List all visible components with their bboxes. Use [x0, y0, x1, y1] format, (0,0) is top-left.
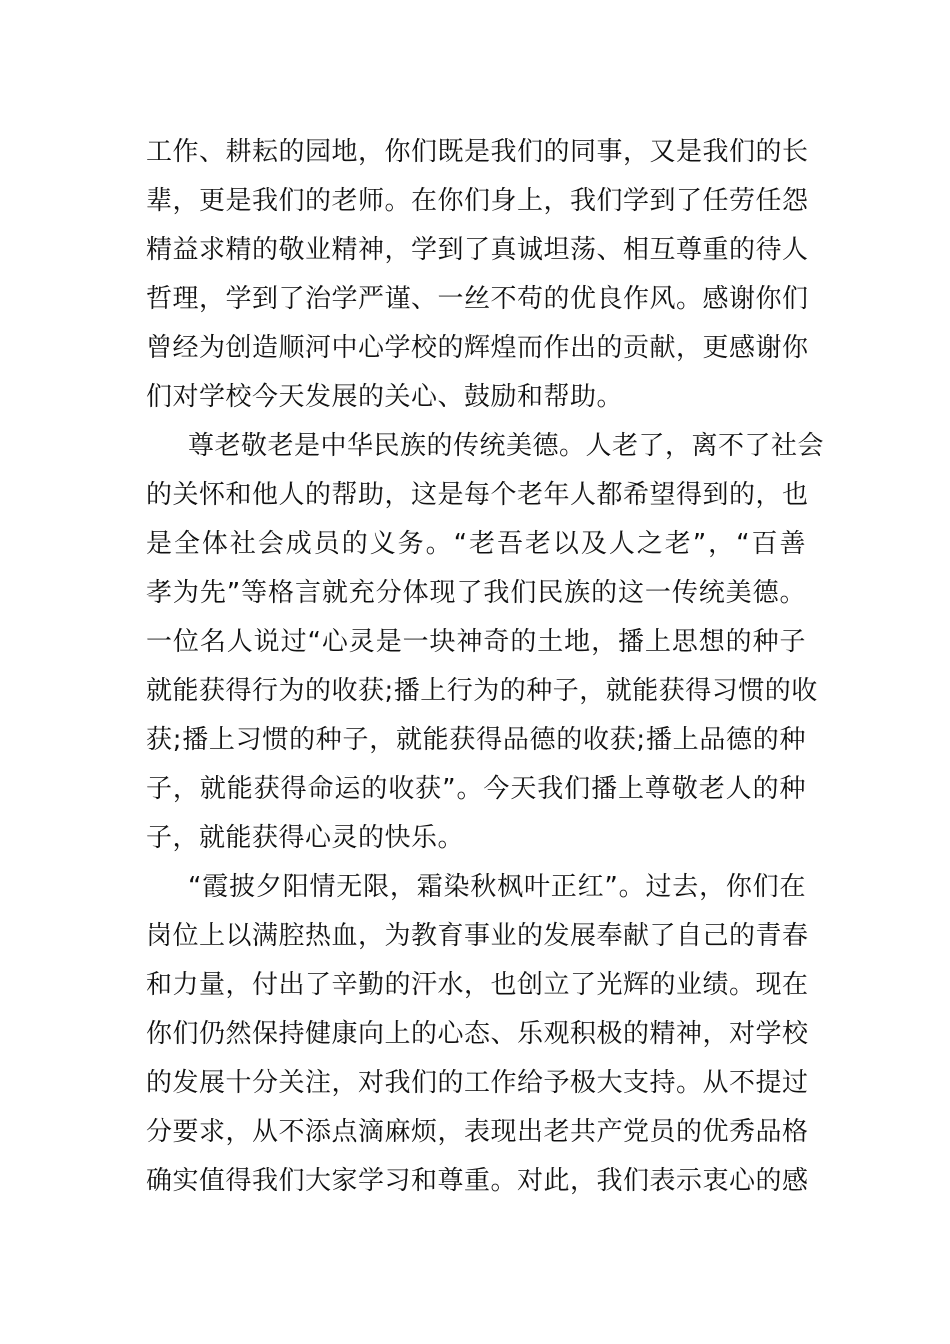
- text-line: 子，就能获得命运的收获”。今天我们播上尊敬老人的种: [146, 774, 806, 804]
- text-line: 尊老敬老是中华民族的传统美德。人老了，离不了社会: [188, 431, 825, 461]
- text-line: 的发展十分关注，对我们的工作给予极大支持。从不提过: [146, 1068, 809, 1098]
- text-line: 们对学校今天发展的关心、鼓励和帮助。: [146, 382, 624, 412]
- text-line: 的关怀和他人的帮助，这是每个老年人都希望得到的，也: [146, 480, 809, 510]
- text-line: 一位名人说过“心灵是一块神奇的土地，播上思想的种子: [146, 627, 806, 657]
- text-line: “霞披夕阳情无限，霜染秋枫叶正红”。过去，你们在: [188, 872, 806, 902]
- paragraph-2: [146, 422, 825, 863]
- paragraph-1: [146, 128, 809, 422]
- text-line: 精益求精的敬业精神，学到了真诚坦荡、相互尊重的待人: [146, 235, 809, 265]
- text-line: 和力量，付出了辛勤的汗水，也创立了光辉的业绩。现在: [146, 970, 809, 1000]
- text-line: 获;播上习惯的种子，就能获得品德的收获;播上品德的种: [146, 725, 806, 755]
- text-line: 工作、耕耘的园地，你们既是我们的同事，又是我们的长: [146, 137, 809, 167]
- text-line: 就能获得行为的收获;播上行为的种子，就能获得习惯的收: [146, 676, 818, 706]
- text-line: 是全体社会成员的义务。“老吾老以及人之老”，“百善: [146, 529, 806, 559]
- text-line: 确实值得我们大家学习和尊重。对此，我们表示衷心的感: [146, 1166, 809, 1196]
- paragraph-3: [146, 863, 809, 1206]
- text-line: 子，就能获得心灵的快乐。: [146, 823, 465, 853]
- text-line: 哲理，学到了治学严谨、一丝不苟的优良作风。感谢你们: [146, 284, 809, 314]
- text-line: 你们仍然保持健康向上的心态、乐观积极的精神，对学校: [146, 1019, 809, 1049]
- text-line: 分要求，从不添点滴麻烦，表现出老共产党员的优秀品格: [146, 1117, 809, 1147]
- text-line: 辈，更是我们的老师。在你们身上，我们学到了任劳任怨: [146, 186, 809, 216]
- text-line: 曾经为创造顺河中心学校的辉煌而作出的贡献，更感谢你: [146, 333, 809, 363]
- text-line: 孝为先”等格言就充分体现了我们民族的这一传统美德。: [146, 578, 806, 608]
- document-body: [146, 128, 825, 1206]
- text-line: 岗位上以满腔热血，为教育事业的发展奉献了自己的青春: [146, 921, 809, 951]
